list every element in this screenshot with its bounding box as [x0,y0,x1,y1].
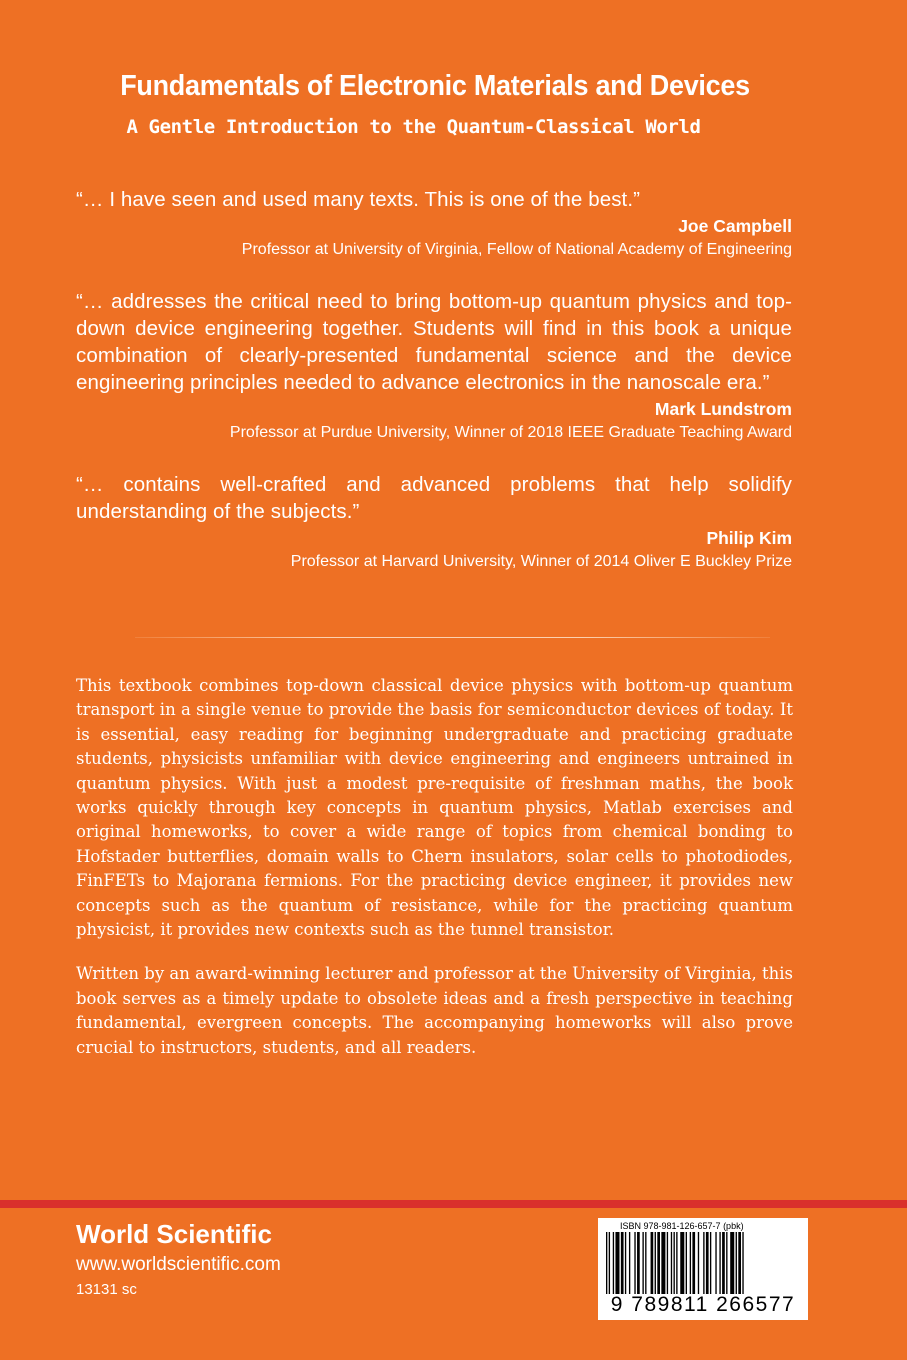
isbn-label: ISBN 978-981-126-657-7 (pbk) [620,1221,744,1231]
barcode-bar [722,1232,725,1294]
barcode-bars-icon [604,1232,802,1294]
quote-text: “… addresses the critical need to bring bottom-up quantum physics and top-down device engineering together. Students will find in this book a unique combination of clearly-presented fundamental science and the device engineering principles needed to advance electronics in the nanoscale era.” [76,290,792,394]
section-divider [135,637,770,638]
barcode-bar [715,1232,716,1294]
description-paragraph-1: This textbook combines top-down classical device physics with bottom-up quantum transport in a single venue to provide the basis for semiconductor devices of today. It is essential, easy reading for beginning undergraduate and practicing graduate students, physicists unfamiliar with device engineering and engineers untrained in quantum physics. With just a modest pre-requisite of freshman maths, the book works quickly through key concepts in quantum physics, Matlab exercises and original homeworks, to cover a wide range of topics from chemical bonding to Hofstader butterflies, domain walls to Chern insulators, solar cells to photodiodes, FinFETs to Majorana fermions. For the practicing device engineer, it provides new concepts such as the quantum of resistance, while for the practicing quantum physicist, it provides new contexts such as the tunnel transistor. [76,676,793,940]
barcode-bar [742,1232,743,1294]
barcode-bar [655,1232,656,1294]
barcode-bar [606,1232,607,1294]
barcode-bar [642,1232,643,1294]
book-subtitle: A Gentle Introduction to the Quantum-Classical World [126,116,701,138]
barcode-bar [738,1232,741,1294]
barcode-bar [686,1232,687,1294]
quote-author-role: Professor at Purdue University, Winner of 2018 IEEE Graduate Teaching Award [229,424,792,441]
barcode-bar [609,1232,610,1294]
barcode-bar [674,1232,675,1294]
barcode-bar [661,1232,665,1294]
barcode-bar [710,1232,711,1294]
book-description [76,674,793,1080]
barcode-bar [657,1232,660,1294]
quote-author-role: Professor at Harvard University, Winner of 2014 Oliver E Buckley Prize [290,553,792,570]
barcode-bar [671,1232,672,1294]
barcode-bar [692,1232,695,1294]
quote-author: Philip Kim [706,528,792,548]
endorsement-lundstrom [76,288,792,445]
quote-author-role: Professor at University of Virginia, Fellow of National Academy of Engineering [241,241,792,258]
barcode-bar [736,1232,737,1294]
barcode-digits: 9 789811 266577 [610,1293,796,1316]
quote-author: Mark Lundstrom [654,399,792,419]
barcode-bar [651,1232,654,1294]
quote-text: “… I have seen and used many texts. This is one of the best.” [76,188,641,211]
endorsement-campbell [76,186,792,262]
barcode-bar [667,1232,668,1294]
isbn-barcode [598,1218,808,1320]
barcode-bar [676,1232,677,1294]
barcode-bar [690,1232,691,1294]
barcode-bar [726,1232,727,1294]
barcode-bar [625,1232,626,1294]
publisher-block [76,1218,281,1302]
barcode-bar [719,1232,720,1294]
book-title: Fundamentals of Electronic Materials and Devices [120,70,750,102]
catalog-code: 13131 sc [76,1281,137,1298]
barcode-bar [698,1232,699,1294]
description-paragraph-2: Written by an award-winning lecturer and professor at the University of Virginia, this book serves as a timely update to obsolete ideas and a fresh perspective in teaching fundamental, evergreen concepts. The accompanying homeworks will also prove crucial to instructors, students, and all readers. [76,964,794,1057]
publisher-name: World Scientific [76,1219,272,1249]
publisher-url[interactable]: www.worldscientific.com [76,1254,281,1275]
barcode-bar [637,1232,640,1294]
barcode-bar [706,1232,709,1294]
quote-text: “… contains well-crafted and advanced problems that help solidify understanding of the subjects.” [76,473,792,523]
barcode-bar [621,1232,624,1294]
barcode-bar [645,1232,646,1294]
barcode-bar [703,1232,704,1294]
endorsements [76,186,792,600]
footer-accent-line [0,1200,907,1208]
endorsement-kim [76,471,792,574]
barcode-bar [615,1232,619,1294]
barcode-bar [613,1232,614,1294]
quote-author: Joe Campbell [678,216,792,236]
barcode-bar [634,1232,635,1294]
barcode-bar [680,1232,684,1294]
barcode-bar [629,1232,630,1294]
barcode-bar [730,1232,734,1294]
